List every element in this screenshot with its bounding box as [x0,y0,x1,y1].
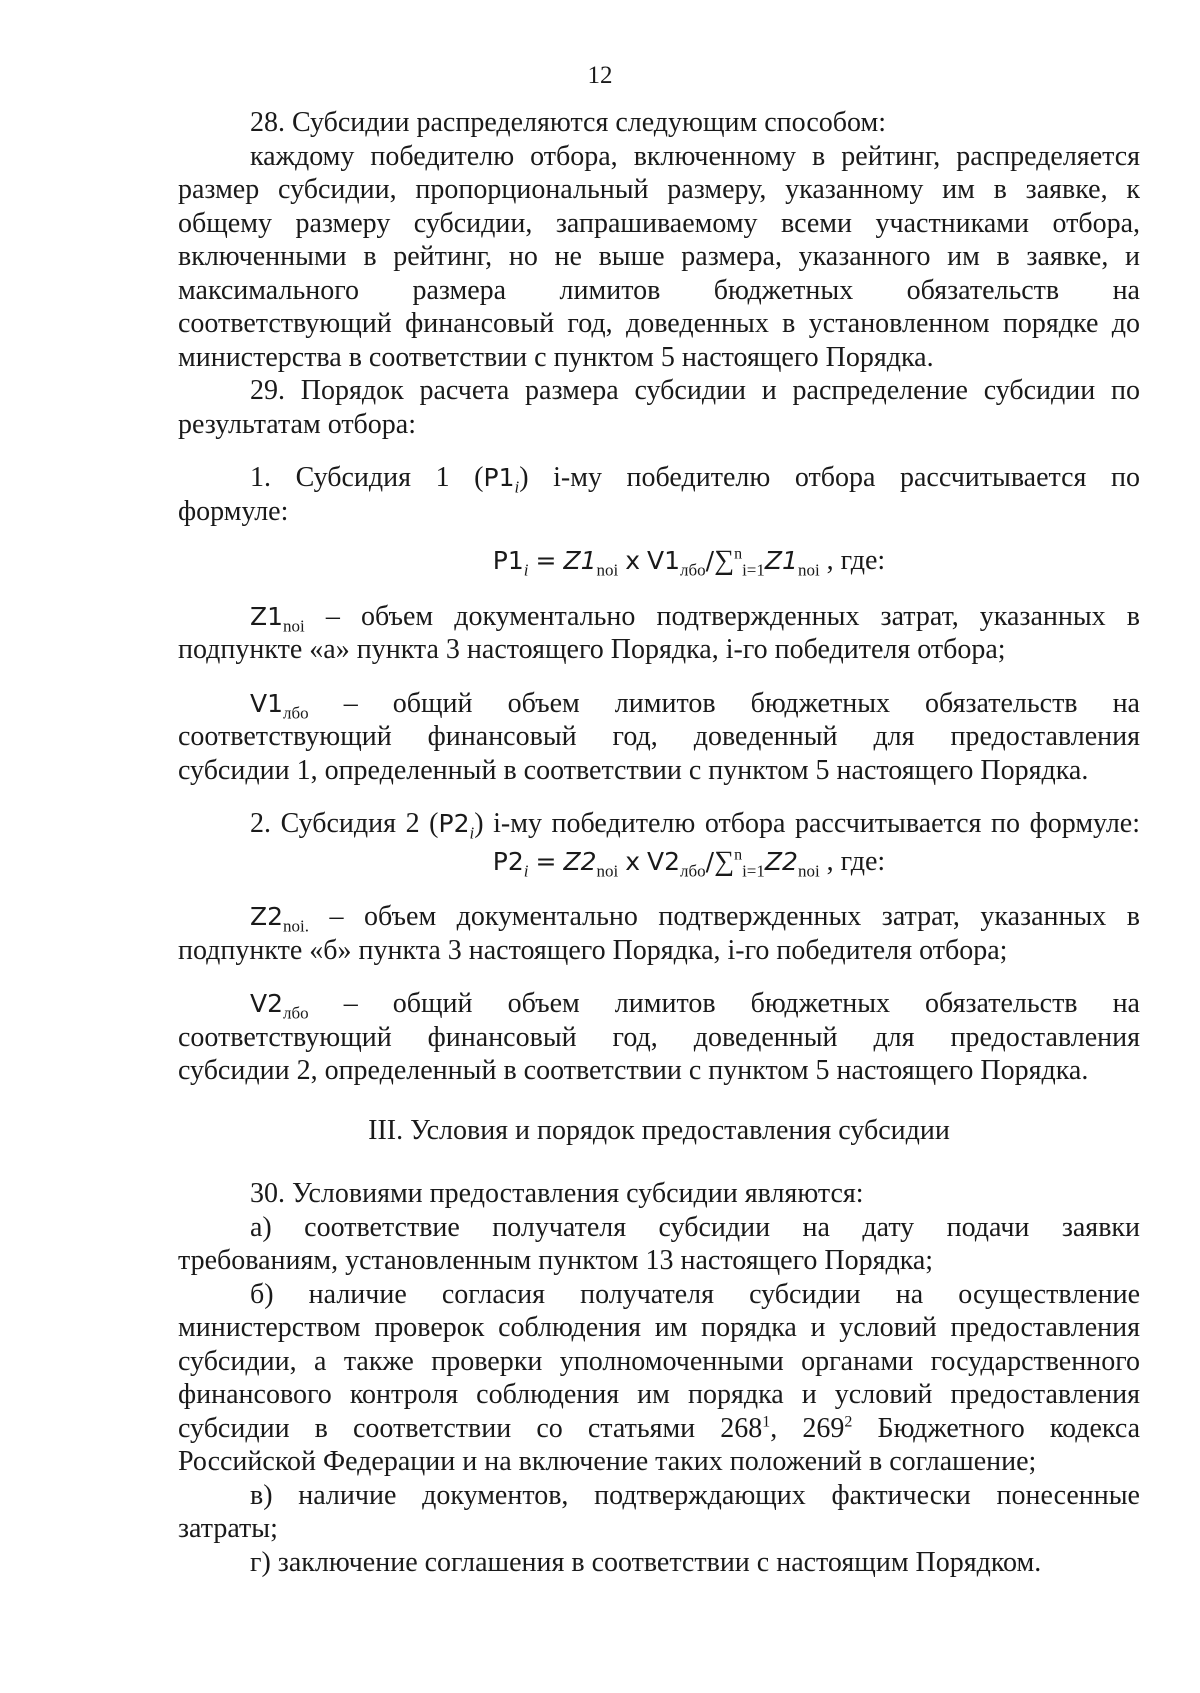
p30-b-line-6: Российской Федерации и на включение таких положений в соглашение; [178,1446,1037,1477]
p28-line-3: общему размеру субсидии, запрашиваемому всеми участниками отбора, [178,207,1140,239]
s2-def-z-line-1: $Z2_{noi.}$ – объем документально подтвержденных затрат, указанных в [250,901,1140,936]
formula-2: $P2_i = Z2_{noi}$ x $V2_{лбо}/\sum^n_{i=1}Z2_{noi}$ , где: [492,845,886,881]
p30-g: г) заключение соглашения в соответствии с настоящим Порядком. [250,1546,1042,1578]
page-number: 12 [587,62,613,89]
s1-def-z-line-2: подпункте «а» пункта 3 настоящего Порядка, i-го победителя отбора; [178,634,1006,665]
p28-line-6: соответствующий финансовый год, доведенных в установленном порядке до [178,308,1140,339]
p30-v-line-1: в) наличие документов, подтверждающих фактически понесенные [250,1479,1140,1511]
p30-a-line-1: а) соответствие получателя субсидии на дату подачи заявки [250,1211,1140,1243]
s1-intro: 1. Субсидия 1 $(P1_i)$ i-му победителю отбора рассчитывается по [250,462,1141,497]
p30-b-line-2: министерством проверок соблюдения им порядка и условий предоставления [178,1312,1140,1343]
s2-def-v-line-3: субсидии 2, определенный в соответствии с пунктом 5 настоящего Порядка. [178,1055,1089,1086]
s1-def-z-line-1: $Z1_{noi}$ – объем документально подтвержденных затрат, указанных в [250,600,1140,636]
p28-line-4: включенными в рейтинг, но не выше размера, указанного им в заявке, и [178,241,1140,272]
p30-b-line-1: б) наличие согласия получателя субсидии на осуществление [250,1278,1140,1310]
p30-a-line-2: требованиям, установленным пунктом 13 настоящего Порядка; [178,1245,934,1276]
section-heading: III. Условия и порядок предоставления субсидии [368,1114,950,1146]
p29-line-1: 29. Порядок расчета размера субсидии и распределение субсидии по [250,375,1140,406]
s1-intro-end: формуле: [178,495,289,527]
formula-1: $P1_i = Z1_{noi}$ x $V1_{лбо}/\sum^n_{i=1}Z1_{noi}$ , где: [492,545,886,580]
p30-v-line-2: затраты; [178,1513,278,1544]
p28-line-7: министерства в соответствии с пунктом 5 настоящего Порядка. [178,341,934,373]
p29-line-2: результатам отбора: [178,408,417,440]
p30-b-line-3: субсидии, а также проверки уполномоченными органами государственного [178,1345,1140,1377]
p30-b-line-4: финансового контроля соблюдения им порядка и условий предоставления [178,1379,1140,1410]
s1-def-v-line-1: $V1_{лбо}$ – общий объем лимитов бюджетных обязательств на [250,687,1140,723]
document-body [178,106,1140,1579]
s1-def-v-line-2: соответствующий финансовый год, доведенный для предоставления [178,721,1140,752]
p28-line-5: максимального размера лимитов бюджетных обязательств на [178,274,1140,306]
p28-line-2: размер субсидии, пропорциональный размеру, указанному им в заявке, к [178,174,1140,205]
p28-title: 28. Субсидии распределяются следующим способом: [250,107,886,138]
s2-def-z-line-2: подпункте «б» пункта 3 настоящего Порядка, i-го победителя отбора; [178,934,1008,966]
p28-line-1: каждому победителю отбора, включенному в рейтинг, распределяется [250,140,1140,172]
p30-b-line-5: субсидии в соответствии со статьями $268^1$, $269^2$ Бюджетного кодекса [178,1412,1141,1444]
s2-def-v-line-2: соответствующий финансовый год, доведенный для предоставления [178,1021,1140,1053]
s2-def-v-line-1: $V2_{лбо}$ – общий объем лимитов бюджетных обязательств на [250,988,1140,1023]
s2-intro: 2. Субсидия 2 $(P2_i)$ i-му победителю отбора рассчитывается по формуле: [250,808,1140,843]
p30-title: 30. Условиями предоставления субсидии являются: [250,1178,864,1209]
s1-def-v-line-3: субсидии 1, определенный в соответствии с пунктом 5 настоящего Порядка. [178,754,1089,786]
